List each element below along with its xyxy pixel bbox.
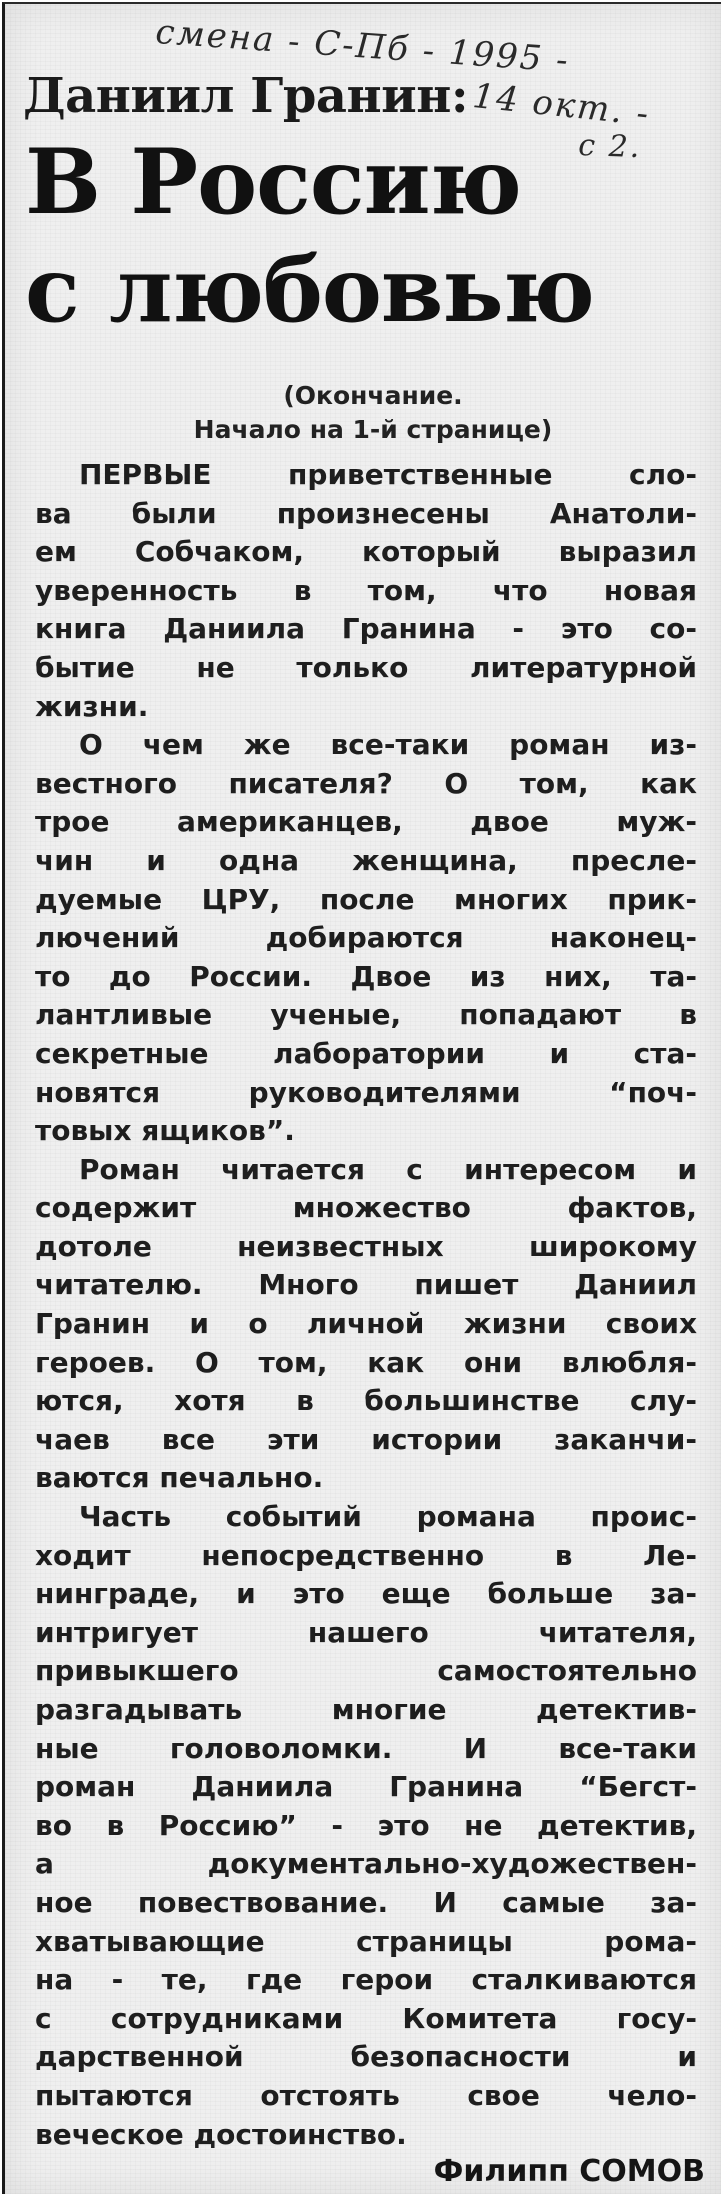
body-line: хватывающие страницы рома- bbox=[35, 1924, 697, 1958]
body-line: чаев все эти истории заканчи- bbox=[35, 1422, 697, 1456]
body-line: дарственной безопасности и bbox=[35, 2040, 697, 2074]
body-line: Гранин и о личной жизни своих bbox=[35, 1307, 697, 1341]
body-line: веческое достоинство. bbox=[35, 2117, 407, 2151]
body-line: Роман читается с интересом и bbox=[79, 1152, 697, 1186]
body-line: лючений добираются наконец- bbox=[35, 921, 697, 955]
body-line: пытаются отстоять свое чело- bbox=[35, 2078, 697, 2112]
article-kicker: Даниил Гранин: bbox=[23, 68, 469, 124]
body-line: роман Даниила Гранина “Бегст- bbox=[35, 1770, 697, 1804]
body-line: ходит непосредственно в Ле- bbox=[35, 1538, 697, 1572]
body-line: чин и одна женщина, пресле- bbox=[35, 843, 697, 877]
handwritten-page-note: с 2. bbox=[577, 128, 642, 166]
body-line: ем Собчаком, который выразил bbox=[35, 535, 697, 569]
newspaper-clipping bbox=[2, 2, 721, 2194]
body-line: содержит множество фактов, bbox=[35, 1191, 697, 1225]
headline-line-1: В Россию bbox=[25, 129, 521, 235]
body-line: дотоле неизвестных широкому bbox=[35, 1229, 697, 1263]
body-line: читателю. Много пишет Даниил bbox=[35, 1268, 697, 1302]
continuation-line-1: (Окончание. bbox=[283, 381, 463, 410]
article-headline bbox=[25, 128, 675, 344]
body-line: Часть событий романа проис- bbox=[79, 1500, 697, 1534]
body-line: ное повествование. И самые за- bbox=[35, 1885, 697, 1919]
article-body bbox=[35, 456, 697, 2154]
article-byline: Филипп СОМОВ bbox=[433, 2154, 705, 2189]
body-line: книга Даниила Гранина - это со- bbox=[35, 612, 697, 646]
body-line: привыкшего самостоятельно bbox=[35, 1654, 697, 1688]
body-line: товых ящиков”. bbox=[35, 1114, 295, 1148]
body-line: ные головоломки. И все-таки bbox=[35, 1731, 697, 1765]
body-line: то до России. Двое из них, та- bbox=[35, 959, 697, 993]
continuation-line-2: Начало на 1-й странице) bbox=[193, 415, 553, 444]
body-line: ПЕРВЫЕ приветственные сло- bbox=[79, 458, 697, 491]
body-line: нинграде, и это еще больше за- bbox=[35, 1577, 697, 1611]
headline-line-2: с любовью bbox=[25, 237, 594, 343]
handwritten-date-note: 14 окт. - bbox=[470, 76, 653, 135]
body-line: новятся руководителями “поч- bbox=[35, 1075, 697, 1109]
body-line: ваются печально. bbox=[35, 1461, 324, 1495]
body-line: ва были произнесены Анатоли- bbox=[35, 496, 697, 530]
continuation-note bbox=[123, 379, 623, 447]
body-line: уверенность в том, что новая bbox=[35, 573, 697, 607]
body-line: секретные лаборатории и ста- bbox=[35, 1036, 697, 1070]
body-line: интригует нашего читателя, bbox=[35, 1615, 697, 1649]
body-line: героев. О том, как они влюбля- bbox=[35, 1345, 697, 1379]
body-line: жизни. bbox=[35, 689, 149, 723]
body-line: разгадывать многие детектив- bbox=[35, 1693, 697, 1726]
body-line: лантливые ученые, попадают в bbox=[35, 998, 697, 1032]
body-line: во в Россию” - это не детектив, bbox=[35, 1808, 697, 1842]
body-line: вестного писателя? О том, как bbox=[35, 766, 697, 800]
body-line: ются, хотя в большинстве слу- bbox=[35, 1384, 697, 1418]
body-line: а документально-художествен- bbox=[35, 1847, 697, 1881]
body-line: бытие не только литературной bbox=[35, 650, 697, 684]
handwritten-source-note: смена - С-Пб - 1995 - bbox=[154, 12, 571, 81]
body-line: дуемые ЦРУ, после многих прик- bbox=[35, 882, 697, 916]
body-line: с сотрудниками Комитета госу- bbox=[35, 2001, 697, 2035]
body-line: трое американцев, двое муж- bbox=[35, 805, 697, 839]
body-line: О чем же все-таки роман из- bbox=[79, 728, 697, 762]
body-line: на - те, где герои сталкиваются bbox=[35, 1963, 697, 1997]
